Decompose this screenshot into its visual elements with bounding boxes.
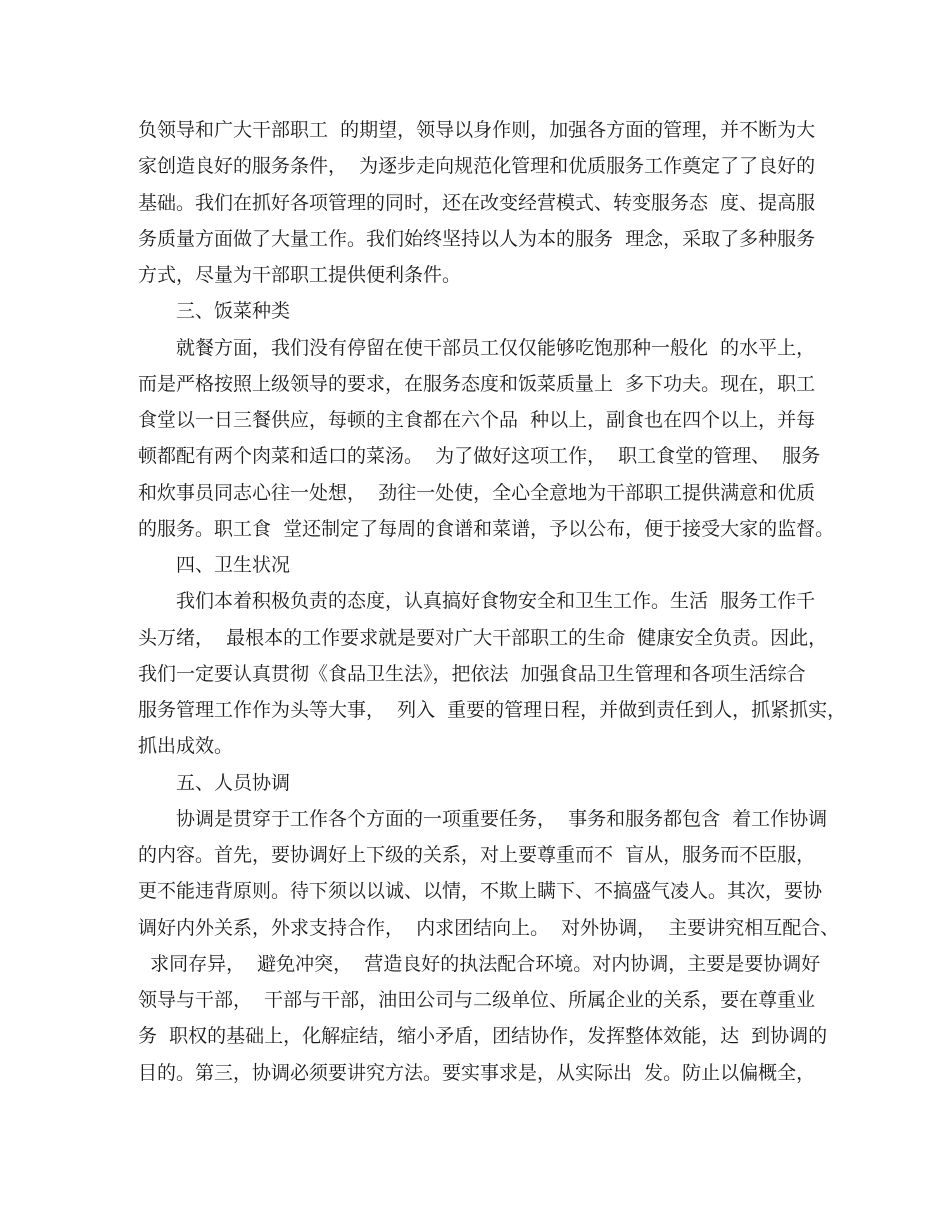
paragraph-line: 方式，尽量为干部职工提供便利条件。 bbox=[138, 264, 462, 286]
paragraph-line: 我们本着积极负责的态度，认真搞好食物安全和卫生工作。生活 服务工作千 bbox=[176, 590, 816, 612]
paragraph-line: 服务管理工作作为头等大事， 列入 重要的管理日程，并做到责任到人，抓紧抓实， bbox=[138, 699, 847, 721]
paragraph-line: 的服务。职工食 堂还制定了每周的食谱和菜谱，予以公布，便于接受大家的监督。 bbox=[138, 518, 835, 540]
paragraph-line: 食堂以一日三餐供应，每顿的主食都在六个品 种以上，副食也在四个以上，并每 bbox=[138, 409, 816, 431]
paragraph-line: 调好内外关系，外求支持合作， 内求团结向上。 对外协调， 主要讲究相互配合、 bbox=[138, 917, 840, 939]
paragraph-line: 顿都配有两个肉菜和适口的菜汤。 为了做好这项工作， 职工食堂的管理、 服务 bbox=[138, 445, 821, 467]
paragraph-line: 基础。我们在抓好各项管理的同时，还在改变经营模式、转变服务态 度、提高服 bbox=[138, 192, 816, 214]
paragraph-line: 我们一定要认真贯彻《食品卫生法》，把依法 加强食品卫生管理和各项生活综合 bbox=[138, 663, 806, 685]
paragraph-line: 和炊事员同志心往一处想， 劲往一处使，全心全意地为干部职工提供满意和优质 bbox=[138, 482, 816, 504]
paragraph-line: 的内容。首先，要协调好上下级的关系，对上要尊重而不 盲从，服务而不臣服， bbox=[138, 844, 816, 866]
paragraph-line: 领导与干部， 干部与干部，油田公司与二级单位、所属企业的关系，要在尊重业 bbox=[138, 989, 816, 1011]
section-heading-hygiene: 四、卫生状况 bbox=[176, 554, 291, 576]
paragraph-line: 求同存异， 避免冲突， 营造良好的执法配合环境。对内协调，主要是要协调好 bbox=[138, 953, 821, 975]
paragraph-line: 而是严格按照上级领导的要求，在服务态度和饭菜质量上 多下功夫。现在，职工 bbox=[138, 373, 816, 395]
paragraph-line: 协调是贯穿于工作各个方面的一项重要任务， 事务和服务都包含 着工作协调 bbox=[176, 808, 828, 830]
paragraph-line: 务质量方面做了大量工作。我们始终坚持以人为本的服务 理念，采取了多种服务 bbox=[138, 228, 816, 250]
paragraph-line: 抓出成效。 bbox=[138, 735, 234, 757]
paragraph-line: 更不能违背原则。待下须以以诚、以情，不欺上瞒下、不搞盛气凌人。其次，要协 bbox=[138, 880, 823, 902]
section-heading-coordination: 五、人员协调 bbox=[176, 772, 291, 794]
paragraph-line: 目的。第三，协调必须要讲究方法。要实事求是，从实际出 发。防止以偏概全， bbox=[138, 1062, 816, 1084]
paragraph-line: 家创造良好的服务条件， 为逐步走向规范化管理和优质服务工作奠定了了良好的 bbox=[138, 155, 816, 177]
section-heading-food-variety: 三、饭菜种类 bbox=[176, 300, 291, 322]
paragraph-line: 负领导和广大干部职工 的期望，领导以身作则，加强各方面的管理，并不断为大 bbox=[138, 119, 816, 141]
paragraph-line: 务 职权的基础上，化解症结，缩小矛盾，团结协作，发挥整体效能，达 到协调的 bbox=[138, 1025, 828, 1047]
paragraph-line: 就餐方面，我们没有停留在使干部员工仅仅能够吃饱那种一般化 的水平上， bbox=[176, 337, 816, 359]
paragraph-line: 头万绪， 最根本的工作要求就是要对广大干部职工的生命 健康安全负责。因此， bbox=[138, 627, 828, 649]
